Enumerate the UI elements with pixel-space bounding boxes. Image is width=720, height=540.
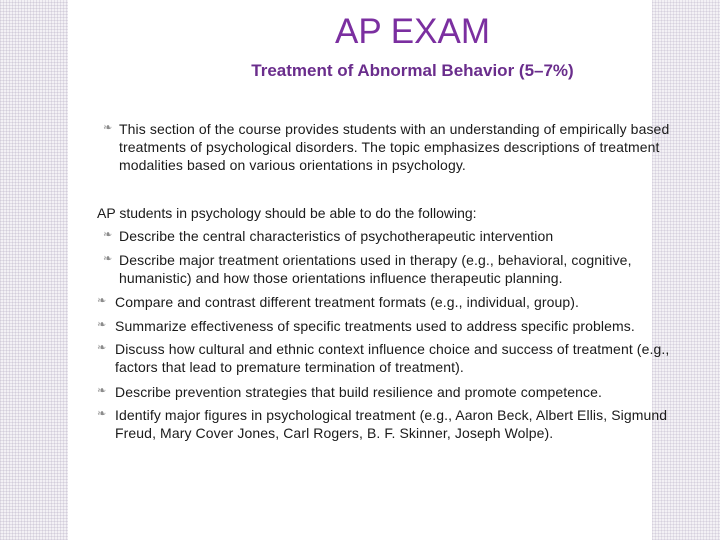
objective-item [97, 340, 707, 376]
objective-text: Discuss how cultural and ethnic context influence choice and success of treatment (e.g., factors that lead to premature termination of treatment). [115, 341, 670, 375]
bullet-icon: ❧ [97, 295, 107, 307]
objective-item [97, 383, 707, 401]
objective-item [103, 251, 663, 287]
bullet-icon: ❧ [97, 385, 107, 397]
bullet-icon: ❧ [103, 122, 113, 134]
objective-item [97, 317, 707, 335]
objective-item [103, 227, 663, 245]
bullet-icon: ❧ [97, 319, 107, 331]
bullet-icon: ❧ [103, 229, 113, 241]
objective-text: Describe the central characteristics of psychotherapeutic intervention [119, 228, 554, 244]
objective-text: Compare and contrast different treatment formats (e.g., individual, group). [115, 294, 580, 310]
objective-text: Summarize effectiveness of specific treatments used to address specific problems. [115, 318, 635, 334]
objective-item [97, 293, 707, 311]
slide-subtitle: Treatment of Abnormal Behavior (5–7%) [251, 61, 574, 80]
bullet-icon: ❧ [103, 253, 113, 265]
lead-in-text: AP students in psychology should be able to do the following: [97, 205, 477, 221]
intro-bullet [103, 120, 703, 174]
left-texture-strip [0, 0, 68, 540]
objective-text: Describe prevention strategies that build resilience and promote competence. [115, 384, 602, 400]
objective-item [97, 406, 707, 442]
bullet-icon: ❧ [97, 342, 107, 354]
objective-text: Describe major treatment orientations used in therapy (e.g., behavioral, cognitive, humanistic) and how those orientations influence therapeutic planning. [119, 252, 632, 286]
bullet-icon: ❧ [97, 408, 107, 420]
objective-text: Identify major figures in psychological treatment (e.g., Aaron Beck, Albert Ellis, Sigmund Freud, Mary Cover Jones, Carl Rogers, B. F. Skinner, Joseph Wolpe). [115, 407, 668, 441]
intro-text: This section of the course provides students with an understanding of empirically based treatments of psychological disorders. The topic emphasizes descriptions of treatment modalities based on various orientations in psychology. [119, 121, 670, 173]
slide-title: AP EXAM [335, 12, 490, 51]
